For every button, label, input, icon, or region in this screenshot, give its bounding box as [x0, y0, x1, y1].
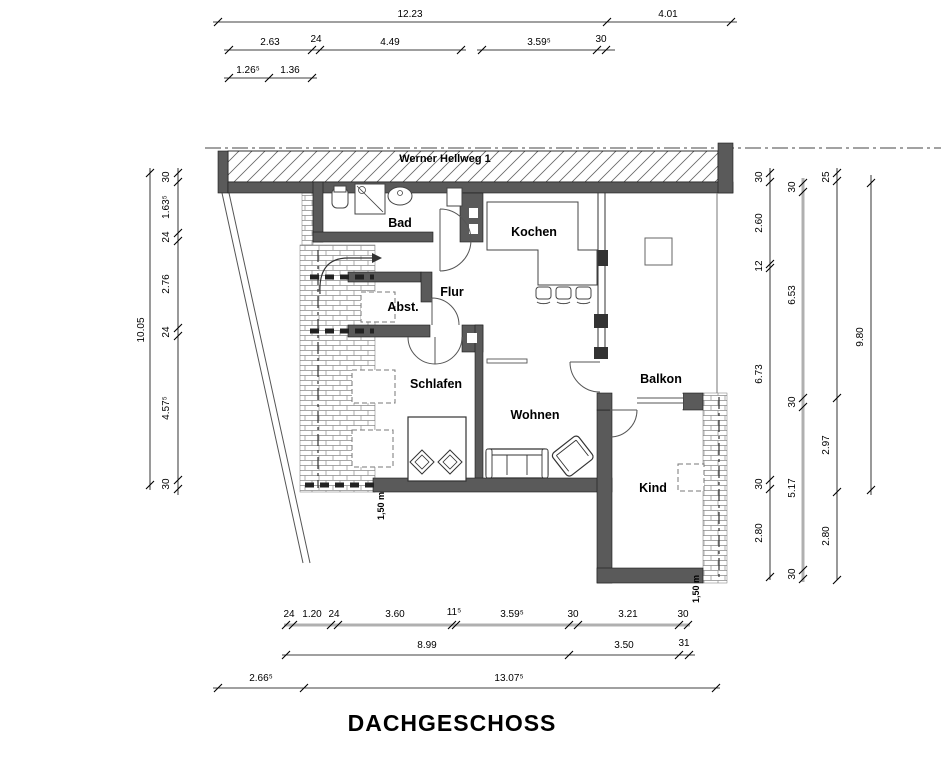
dim-label: 3.59⁵: [500, 609, 524, 620]
room-label-balkon: Balkon: [640, 372, 682, 386]
dim-label: 2.76: [161, 274, 172, 294]
dim-label: 3.50: [614, 640, 634, 651]
roof-edge-line: [222, 193, 310, 563]
room-label-schlafen: Schlafen: [409, 377, 463, 391]
room-label-kind: Kind: [639, 481, 667, 495]
dormer-schlafen-2: [352, 430, 393, 467]
toilet-cistern-icon: [334, 186, 346, 192]
dim-label: 2.63: [260, 37, 280, 48]
schlafen-door: [408, 337, 462, 364]
dim-label: 3.60: [385, 609, 405, 620]
dim-label: 2.66⁵: [249, 673, 273, 684]
stool-icons: [536, 287, 591, 304]
dim-label: 24: [310, 34, 322, 45]
exterior-walls: [218, 143, 733, 583]
dim-label: 24: [283, 609, 295, 620]
room-label-abst: Abst.: [387, 300, 419, 314]
dim-label: 30: [754, 478, 765, 490]
dim-right-overall: [855, 175, 875, 495]
dim-label: 4.49: [380, 37, 400, 48]
dim-label: 6.73: [754, 364, 765, 384]
dim-label: 3.21: [618, 609, 638, 620]
dim-label: 1.63⁵: [161, 195, 172, 219]
street-label: Werner Hellweg 1: [399, 153, 491, 165]
dormer-kind: [678, 464, 704, 491]
dim-label: 24: [161, 231, 172, 243]
dim-right-1: [754, 168, 774, 581]
bath-cabinet-icon: [447, 188, 462, 206]
dim-label: 25: [821, 171, 832, 183]
dim-top: [213, 9, 737, 82]
dim-label: 31: [678, 638, 690, 649]
dim-label: 1.20: [302, 609, 322, 620]
abst-door: [432, 298, 459, 325]
dim-label: 2.80: [821, 526, 832, 546]
dim-label: 6.53: [787, 285, 798, 305]
dim-label: 30: [161, 171, 172, 183]
armchair-icon: [551, 435, 595, 478]
dim-label: 1.36: [280, 65, 300, 76]
page-title: DACHGESCHOSS: [347, 710, 557, 736]
dim-label: 4.01: [658, 9, 678, 20]
sofa-icon: [486, 449, 548, 478]
dim-label: 10.05: [136, 317, 147, 343]
dim-label: 30: [787, 181, 798, 193]
roof-hatch-right: [703, 393, 727, 583]
dim-label: 12: [754, 260, 765, 272]
dim-right-2: [787, 178, 807, 583]
washbasin-icon: [388, 187, 412, 205]
clearance-label-left: 1,50 m: [376, 491, 386, 520]
dim-label: 30: [161, 478, 172, 490]
skylight-square: [645, 238, 672, 265]
dim-label: 24: [161, 326, 172, 338]
dim-label: 9.80: [855, 327, 866, 347]
dim-bottom: [213, 607, 720, 692]
dim-label: 5.17: [787, 478, 798, 498]
dim-right-3: [821, 168, 841, 584]
dim-label: 30: [787, 396, 798, 408]
kitchen-counter: [487, 202, 597, 304]
dim-label: 3.59⁵: [527, 37, 551, 48]
balkon-door: [570, 362, 600, 392]
room-label-wohnen: Wohnen: [510, 408, 560, 422]
dim-label: 13.07⁵: [494, 673, 524, 684]
dim-label: 30: [754, 171, 765, 183]
dim-label: 1.26⁵: [236, 65, 260, 76]
dim-label: 30: [567, 609, 579, 620]
dim-label: 2.60: [754, 213, 765, 233]
dim-label: 2.97: [821, 435, 832, 455]
room-label-bad: Bad: [388, 216, 412, 230]
room-label-flur: Flur: [440, 285, 464, 299]
clearance-label-right: 1,50 m: [691, 574, 701, 603]
bed-icon: [408, 417, 466, 481]
dim-label: 8.99: [417, 640, 437, 651]
sideboard: [487, 359, 527, 363]
dim-label: 2.80: [754, 523, 765, 543]
dim-label: 24: [328, 609, 340, 620]
dim-label: 4.57⁵: [161, 396, 172, 420]
kind-window: [637, 394, 683, 409]
dormer-schlafen-1: [352, 370, 395, 403]
dim-label: 11⁵: [446, 607, 462, 618]
dim-label: 30: [677, 609, 689, 620]
dim-label: 30: [595, 34, 607, 45]
dim-label: 12.23: [397, 9, 423, 20]
room-label-kochen: Kochen: [511, 225, 557, 239]
dim-left: [136, 168, 182, 495]
kind-door: [610, 410, 637, 437]
dim-label: 30: [787, 568, 798, 580]
